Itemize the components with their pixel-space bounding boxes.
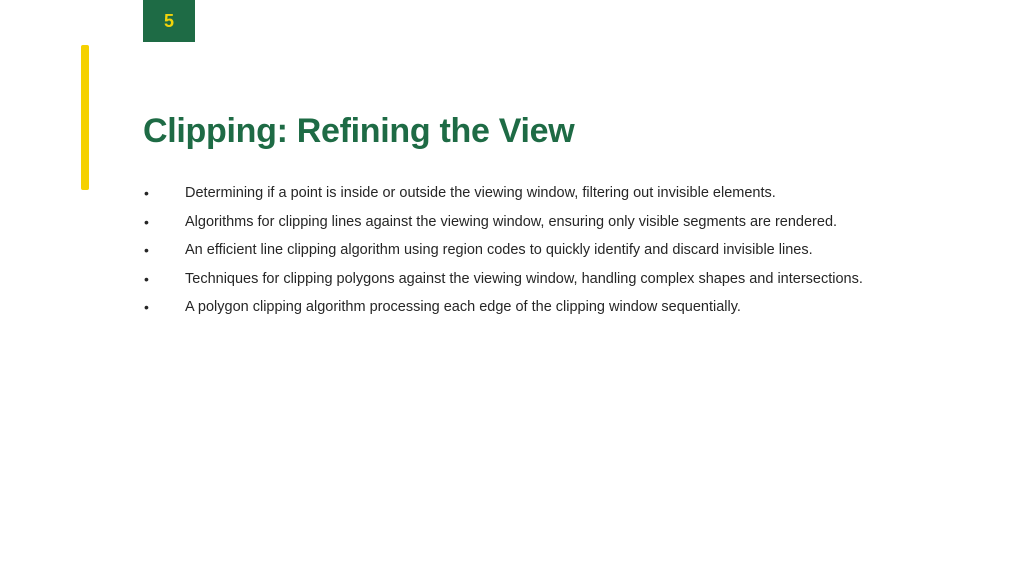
page-number: 5 <box>163 11 174 31</box>
bullet-icon: • <box>144 299 149 315</box>
bullet-text: Techniques for clipping polygons against the viewing window, handling complex shapes and intersections. <box>185 270 863 287</box>
bullet-list <box>143 181 1003 324</box>
bullet-item <box>143 210 1003 239</box>
bullet-item <box>143 295 1003 324</box>
bullet-icon: • <box>144 270 149 287</box>
bullet-text: Determining if a point is inside or outside the viewing window, filtering out invisible elements. <box>185 185 776 201</box>
bullet-icon: • <box>144 213 149 230</box>
bullet-text: An efficient line clipping algorithm using region codes to quickly identify and discard invisible lines. <box>185 242 813 258</box>
bullet-icon: • <box>144 185 149 201</box>
bullet-icon: • <box>144 242 149 258</box>
bullet-item <box>143 238 1003 267</box>
bullet-item <box>143 181 1003 210</box>
page-number-badge <box>143 0 195 42</box>
slide-title: Clipping: Refining the View <box>143 112 575 150</box>
accent-bar <box>81 45 89 190</box>
bullet-text: Algorithms for clipping lines against the viewing window, ensuring only visible segments are rendered. <box>185 213 838 230</box>
bullet-item <box>143 267 1003 296</box>
bullet-text: A polygon clipping algorithm processing each edge of the clipping window sequentially. <box>185 299 741 315</box>
